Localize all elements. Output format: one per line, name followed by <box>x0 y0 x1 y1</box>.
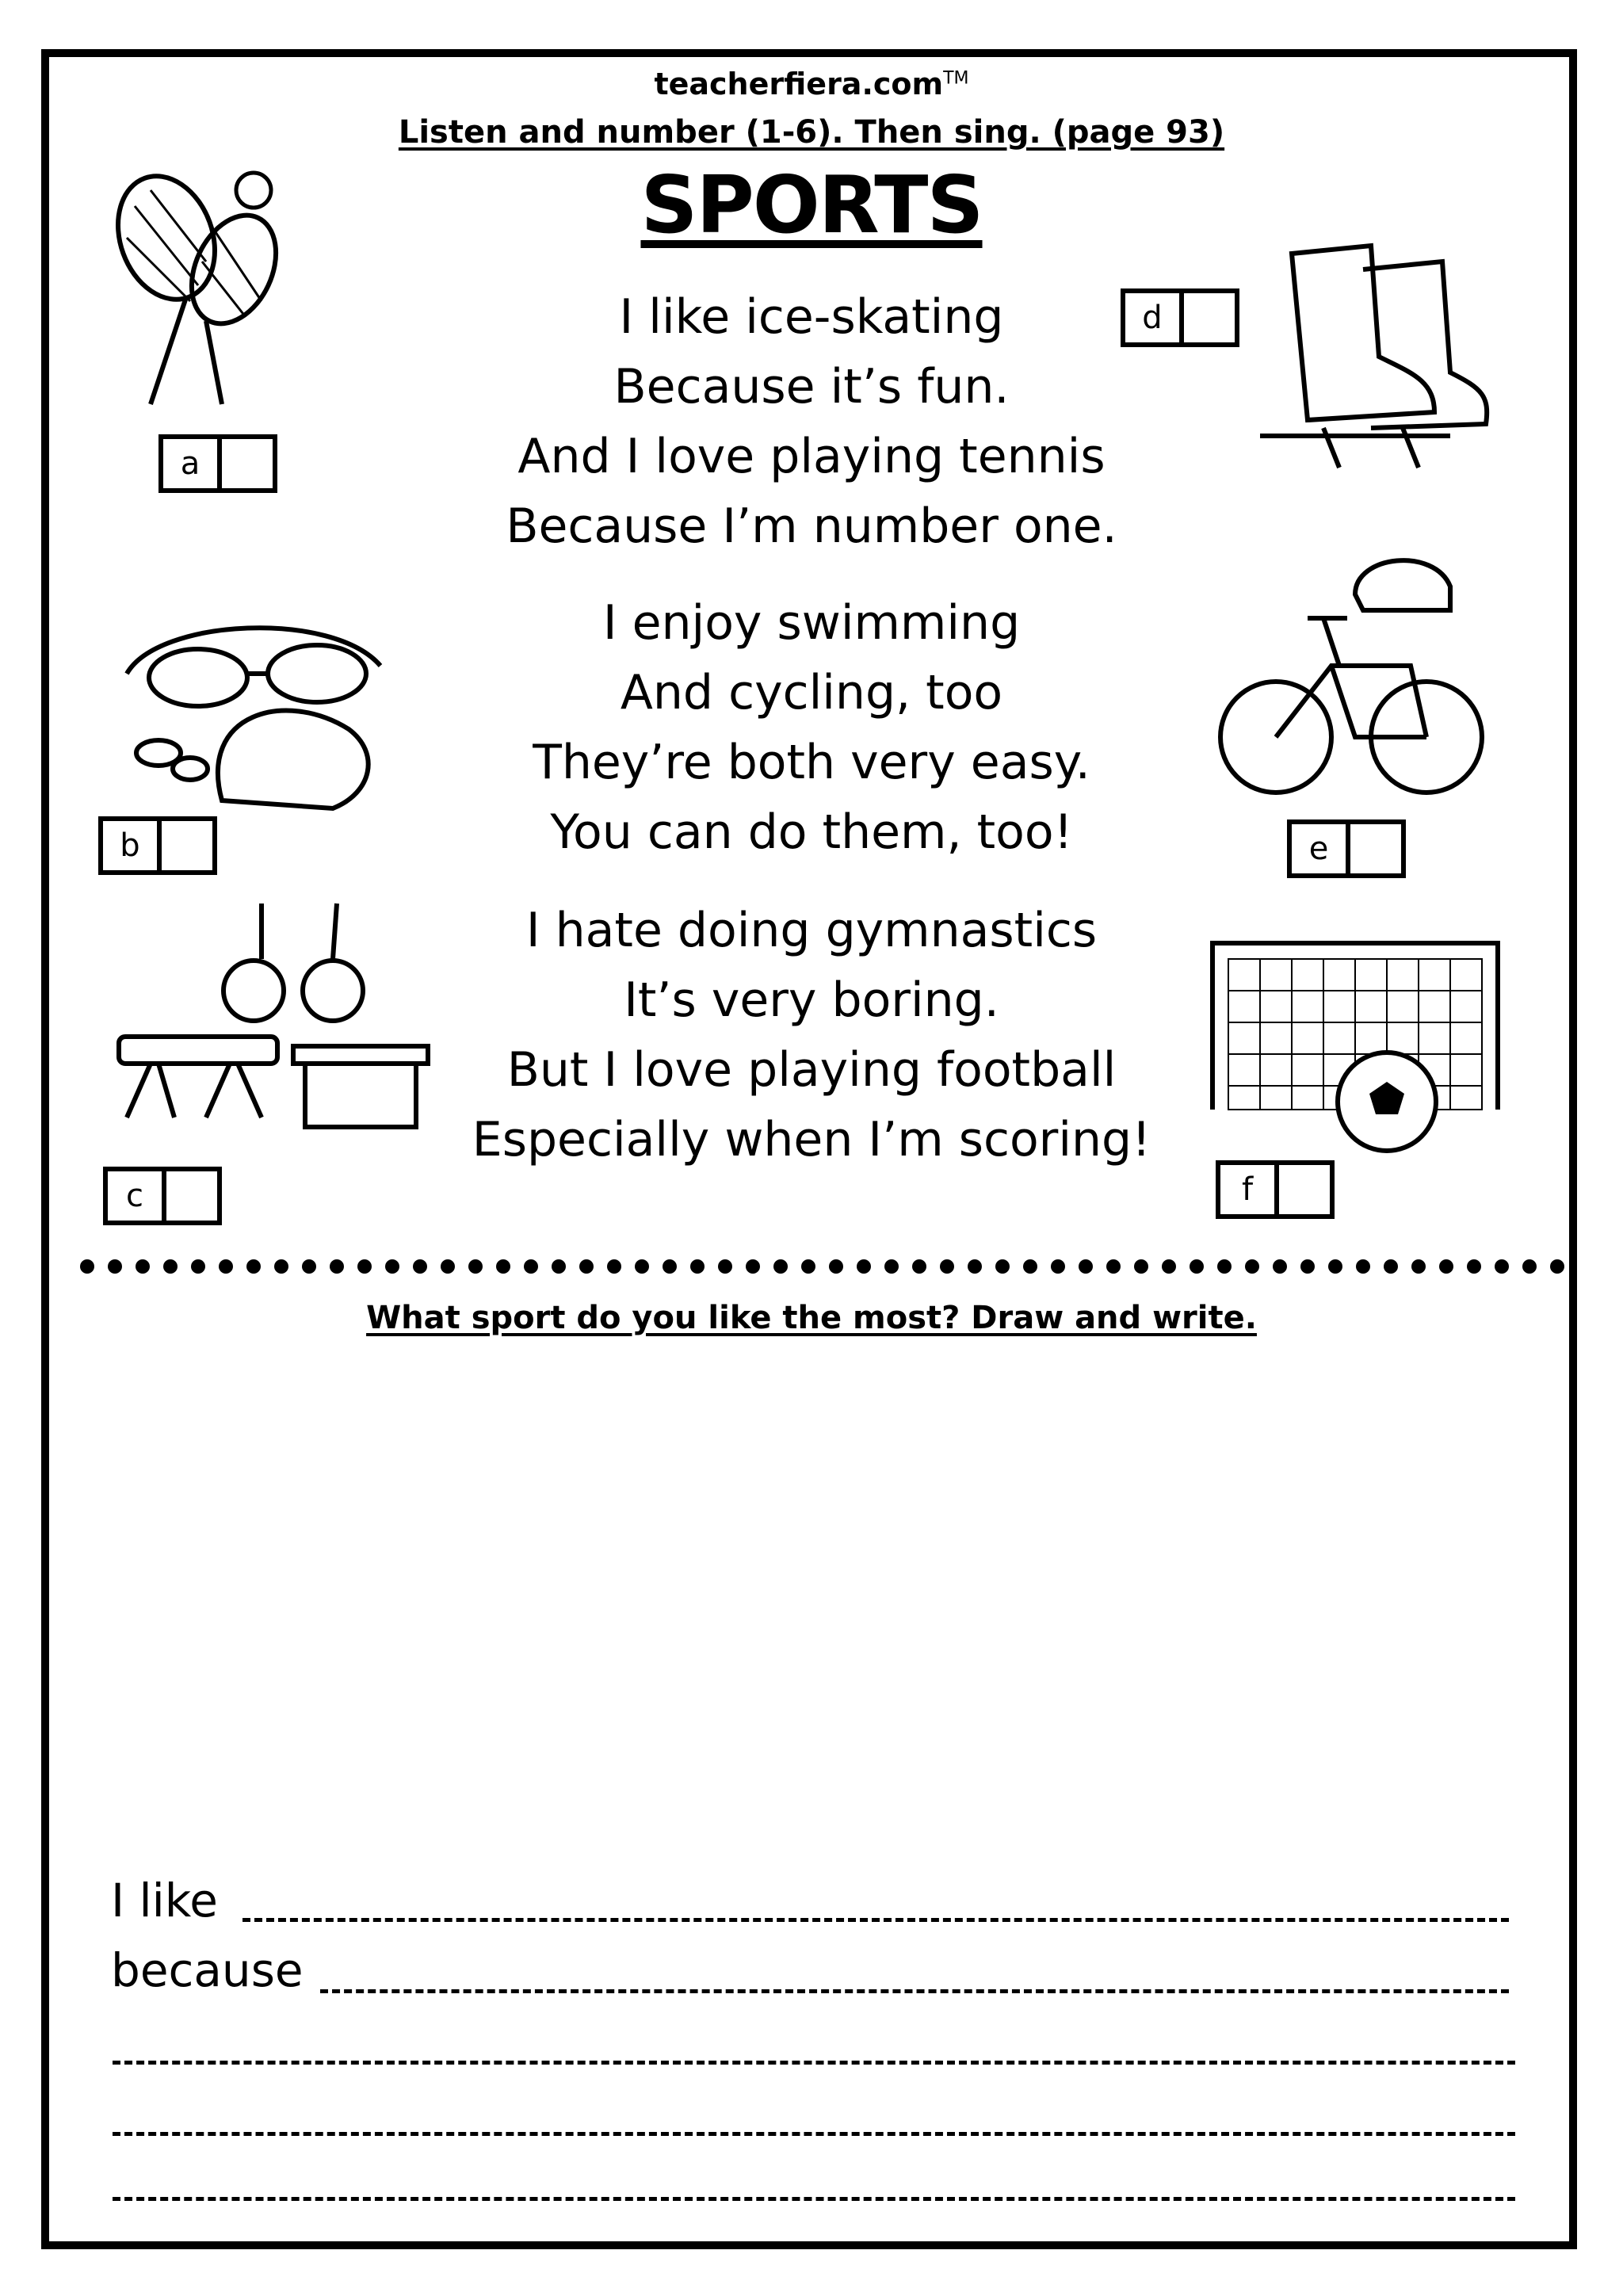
divider-dot <box>995 1259 1010 1274</box>
box-letter: e <box>1292 824 1350 873</box>
song-line: They’re both very easy. <box>533 735 1090 790</box>
answer-box-b[interactable] <box>98 816 217 875</box>
divider-dot <box>1356 1259 1370 1274</box>
song-line: I enjoy swimming <box>602 595 1021 651</box>
football-goal-icon <box>1205 935 1506 1157</box>
divider-dot <box>773 1259 788 1274</box>
box-letter: a <box>163 439 222 488</box>
song-line: But I love playing football <box>506 1042 1117 1098</box>
i-like-label: I like <box>111 1874 218 1927</box>
divider-dot <box>191 1259 205 1274</box>
divider-dot <box>635 1259 649 1274</box>
divider-dot <box>579 1259 594 1274</box>
divider-dot <box>968 1259 982 1274</box>
song-line: I hate doing gymnastics <box>525 903 1098 958</box>
divider-dot <box>1079 1259 1093 1274</box>
box-letter: d <box>1125 293 1184 342</box>
dotted-divider <box>79 1257 1569 1276</box>
song-line: And cycling, too <box>620 665 1003 720</box>
ice-skates-icon <box>1244 238 1498 476</box>
box-letter: b <box>103 821 162 870</box>
divider-dot <box>746 1259 760 1274</box>
divider-dot <box>219 1259 233 1274</box>
writing-line[interactable] <box>320 1989 1509 1993</box>
song-line: Because it’s fun. <box>613 359 1010 415</box>
answer-box-c[interactable] <box>103 1167 222 1225</box>
divider-dot <box>718 1259 732 1274</box>
box-letter: c <box>108 1171 166 1221</box>
draw-write-question: What sport do you like the most? Draw and write. <box>366 1300 1257 1336</box>
divider-dot <box>1384 1259 1398 1274</box>
divider-dot <box>552 1259 566 1274</box>
divider-dot <box>385 1259 399 1274</box>
divider-dot <box>330 1259 344 1274</box>
divider-dot <box>357 1259 372 1274</box>
divider-dot <box>413 1259 427 1274</box>
song-line: And I love playing tennis <box>517 429 1106 484</box>
divider-dot <box>801 1259 815 1274</box>
answer-box-a[interactable] <box>158 434 277 493</box>
divider-dot <box>496 1259 510 1274</box>
song-line: Especially when I’m scoring! <box>472 1112 1151 1167</box>
divider-dot <box>1411 1259 1426 1274</box>
writing-line[interactable] <box>242 1918 1509 1922</box>
answer-box-d[interactable] <box>1121 288 1239 347</box>
bicycle-helmet-icon <box>1212 547 1498 816</box>
answer-box-f[interactable] <box>1216 1160 1335 1219</box>
divider-dot <box>108 1259 122 1274</box>
swimming-goggles-cap-icon <box>111 602 396 816</box>
divider-dot <box>1217 1259 1232 1274</box>
divider-dot <box>1300 1259 1315 1274</box>
gymnastics-equipment-icon <box>111 904 444 1133</box>
divider-dot <box>80 1259 94 1274</box>
box-letter: f <box>1220 1165 1279 1214</box>
divider-dot <box>1467 1259 1481 1274</box>
divider-dot <box>1134 1259 1148 1274</box>
song-line: Because I’m number one. <box>506 499 1117 554</box>
divider-dot <box>829 1259 843 1274</box>
divider-dot <box>136 1259 150 1274</box>
song-line: I like ice-skating <box>619 289 1004 345</box>
divider-dot <box>524 1259 538 1274</box>
instruction: Listen and number (1-6). Then sing. (page 93) <box>398 114 1225 151</box>
divider-dot <box>1106 1259 1121 1274</box>
divider-dot <box>857 1259 871 1274</box>
divider-dot <box>607 1259 621 1274</box>
divider-dot <box>884 1259 899 1274</box>
divider-dot <box>1328 1259 1342 1274</box>
divider-dot <box>1439 1259 1453 1274</box>
divider-dot <box>1273 1259 1287 1274</box>
divider-dot <box>1550 1259 1564 1274</box>
song-line: You can do them, too! <box>550 804 1073 860</box>
because-label: because <box>111 1943 304 1997</box>
page-title: SPORTS <box>640 159 983 251</box>
writing-line[interactable] <box>113 2132 1515 2136</box>
writing-line[interactable] <box>113 2061 1515 2065</box>
answer-box-e[interactable] <box>1287 819 1406 878</box>
divider-dot <box>1245 1259 1259 1274</box>
divider-dot <box>302 1259 316 1274</box>
divider-dot <box>1162 1259 1176 1274</box>
divider-dot <box>441 1259 455 1274</box>
song-line: It’s very boring. <box>624 972 999 1028</box>
divider-dot <box>1051 1259 1065 1274</box>
divider-dot <box>468 1259 483 1274</box>
divider-dot <box>1495 1259 1509 1274</box>
divider-dot <box>940 1259 954 1274</box>
divider-dot <box>1522 1259 1537 1274</box>
divider-dot <box>663 1259 677 1274</box>
site-name: teacherfiera.com™ <box>654 67 969 101</box>
tennis-rackets-icon <box>103 166 293 420</box>
writing-line[interactable] <box>113 2197 1515 2201</box>
divider-dot <box>912 1259 926 1274</box>
divider-dot <box>274 1259 288 1274</box>
divider-dot <box>690 1259 705 1274</box>
divider-dot <box>1190 1259 1204 1274</box>
divider-dot <box>1023 1259 1037 1274</box>
divider-dot <box>163 1259 178 1274</box>
divider-dot <box>246 1259 261 1274</box>
